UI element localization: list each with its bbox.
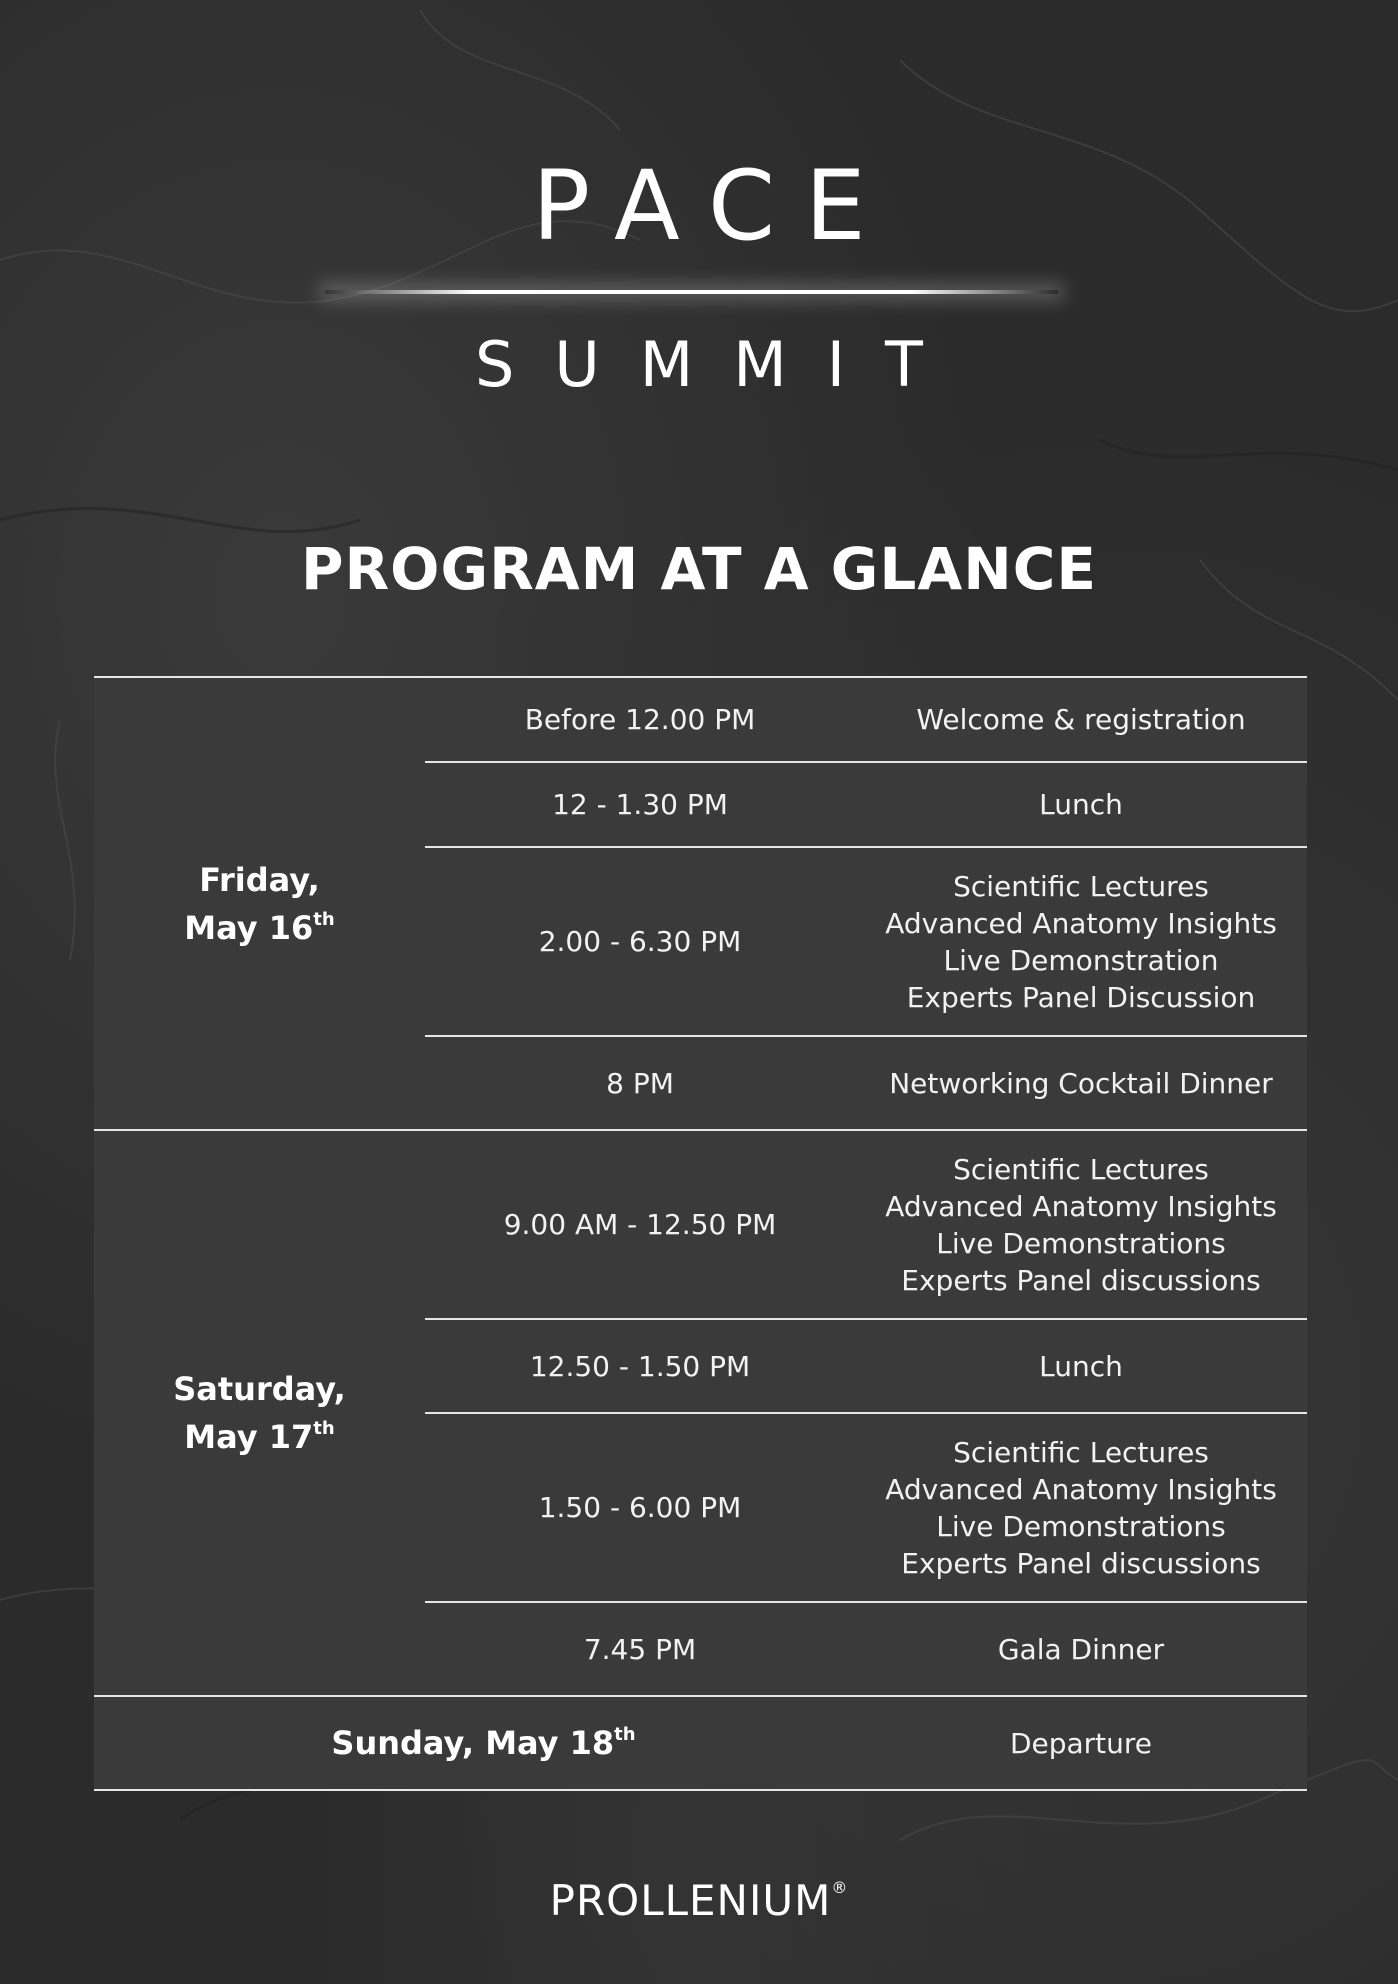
- event-cell: [855, 677, 1307, 762]
- time-cell: 7.45 PM: [583, 1632, 697, 1666]
- event-text: Advanced Anatomy Insights: [885, 1472, 1277, 1506]
- day-label-sunday: [94, 1696, 855, 1790]
- event-cell: [855, 1130, 1307, 1319]
- table-row: [94, 1696, 1307, 1790]
- table-row: [94, 1130, 1307, 1319]
- time-cell: 1.50 - 6.00 PM: [538, 1491, 742, 1524]
- brand-logo: [0, 1876, 1398, 1925]
- event-text: Experts Panel discussions: [901, 1263, 1261, 1297]
- brand-name: PROLLENIUM: [549, 1876, 832, 1925]
- registered-mark: ®: [831, 1878, 849, 1897]
- page-title: PROGRAM AT A GLANCE: [301, 535, 1097, 603]
- time-cell: 9.00 AM - 12.50 PM: [503, 1208, 777, 1241]
- time-cell: 2.00 - 6.30 PM: [538, 925, 742, 958]
- event-cell: [855, 1413, 1307, 1602]
- date-suffix: th: [313, 908, 335, 930]
- event-text: Experts Panel Discussion: [906, 980, 1256, 1014]
- day-name: Saturday,: [173, 1370, 346, 1408]
- day-name: Sunday, May 18: [331, 1724, 615, 1762]
- day-date: May 17: [184, 1418, 314, 1456]
- event-text: Live Demonstrations: [936, 1509, 1226, 1543]
- event-cell: [855, 847, 1307, 1036]
- event-text: Lunch: [1039, 788, 1123, 821]
- time-cell: 8 PM: [606, 1066, 674, 1100]
- date-suffix: th: [313, 1418, 335, 1439]
- logo-pace: PACE: [532, 150, 896, 262]
- time-cell: 12.50 - 1.50 PM: [529, 1349, 751, 1383]
- event-text: Networking Cocktail Dinner: [889, 1066, 1273, 1100]
- event-cell: [855, 1319, 1307, 1413]
- event-text: Scientific Lectures: [953, 1152, 1209, 1186]
- day-label-friday: [94, 677, 425, 1130]
- event-cell: [855, 762, 1307, 847]
- event-cell: [855, 1602, 1307, 1696]
- logo-divider: [325, 290, 1058, 294]
- event-text: Live Demonstration: [943, 943, 1219, 977]
- time-cell: 12 - 1.30 PM: [552, 788, 728, 821]
- day-name: Friday,: [199, 860, 320, 899]
- logo-summit: SUMMIT: [475, 328, 963, 401]
- event-cell: [855, 1036, 1307, 1130]
- day-label-saturday: [94, 1130, 425, 1696]
- table-row: [94, 677, 1307, 762]
- event-text: Scientific Lectures: [953, 869, 1209, 903]
- event-text: Scientific Lectures: [953, 1435, 1209, 1469]
- event-text: Live Demonstrations: [936, 1226, 1226, 1260]
- event-text: Welcome & registration: [916, 703, 1246, 736]
- day-date: May 16: [184, 908, 314, 947]
- event-text: Experts Panel discussions: [901, 1546, 1261, 1580]
- program-table: [94, 676, 1307, 1791]
- date-suffix: th: [614, 1724, 636, 1745]
- event-text: Advanced Anatomy Insights: [885, 1189, 1277, 1223]
- event-text: Advanced Anatomy Insights: [885, 906, 1277, 940]
- event-text: Departure: [1009, 1726, 1153, 1760]
- event-text: Gala Dinner: [997, 1632, 1165, 1666]
- time-cell: Before 12.00 PM: [524, 703, 756, 736]
- event-text: Lunch: [1039, 1349, 1123, 1383]
- event-cell: [855, 1696, 1307, 1790]
